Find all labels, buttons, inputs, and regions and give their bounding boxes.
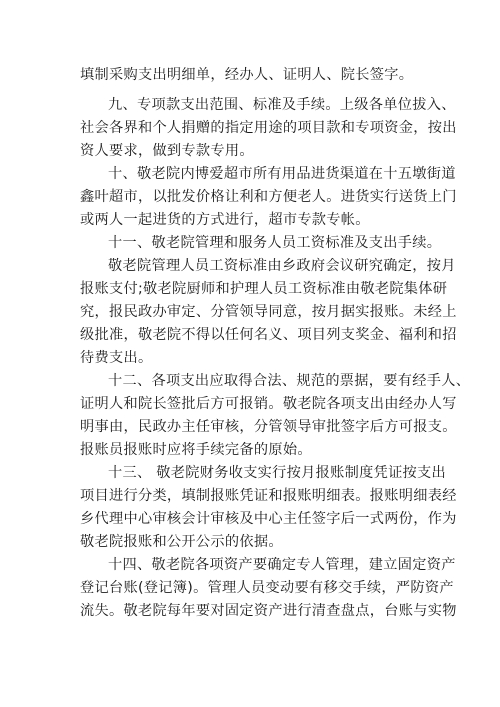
text-line: 敬老院管理人员工资标准由乡政府会议研究确定，按月 [108,258,456,274]
text-line: 明事由，民政办主任审核，分管领导审批签字后方可报支。 [80,419,457,435]
text-line: 十三、 敬老院财务收支实行按月报账制度凭证按支出 [108,465,447,481]
text-line: 待费支出。 [80,350,153,366]
text-line: 流失。敬老院每年要对固定资产进行清查盘点，台账与实物 [80,603,457,619]
text-line: 登记台账(登记簿)。管理人员变动要有移交手续，严防资产 [80,580,454,596]
text-line: 或两人一起进货的方式进行，超市专款专帐。 [80,212,370,228]
text-line: 社会各界和个人捐赠的指定用途的项目款和专项资金，按出 [80,120,457,136]
text-line: 鑫叶超市，以批发价格让利和方便老人。进货实行送货上门 [80,189,457,205]
text-line: 十、敬老院内博爱超市所有用品进货渠道在十五墩街道 [108,166,456,182]
text-line: 级批准，敬老院不得以任何名义、项目列支奖金、福利和招 [80,327,457,343]
text-line: 敬老院报账和公开公示的依据。 [80,534,283,550]
text-line: 十二、各项支出应取得合法、规范的票据，要有经手人、 [108,373,471,389]
text-line: 究，报民政办审定、分管领导同意，按月据实报账。未经上 [80,304,457,320]
text-line: 十四、敬老院各项资产要确定专人管理，建立固定资产 [108,557,456,573]
text-line: 资人要求，做到专款专用。 [80,143,254,159]
text-line: 十一、敬老院管理和服务人员工资标准及支出手续。 [108,235,442,251]
text-line: 填制采购支出明细单，经办人、证明人、院长签字。 [80,67,414,83]
text-line: 乡代理中心审核会计审核及中心主任签字后一式两份，作为 [80,511,457,527]
text-line: 九、专项款支出范围、标准及手续。上级各单位拔入、 [108,97,456,113]
text-line: 证明人和院长签批后方可报销。敬老院各项支出由经办人写 [80,396,457,412]
text-line: 报账支付;敬老院厨师和护理人员工资标准由敬老院集体研 [80,281,448,297]
text-line: 项目进行分类，填制报账凭证和报账明细表。报账明细表经 [80,488,457,504]
text-line: 报账员报账时应将手续完备的原始。 [80,442,312,458]
